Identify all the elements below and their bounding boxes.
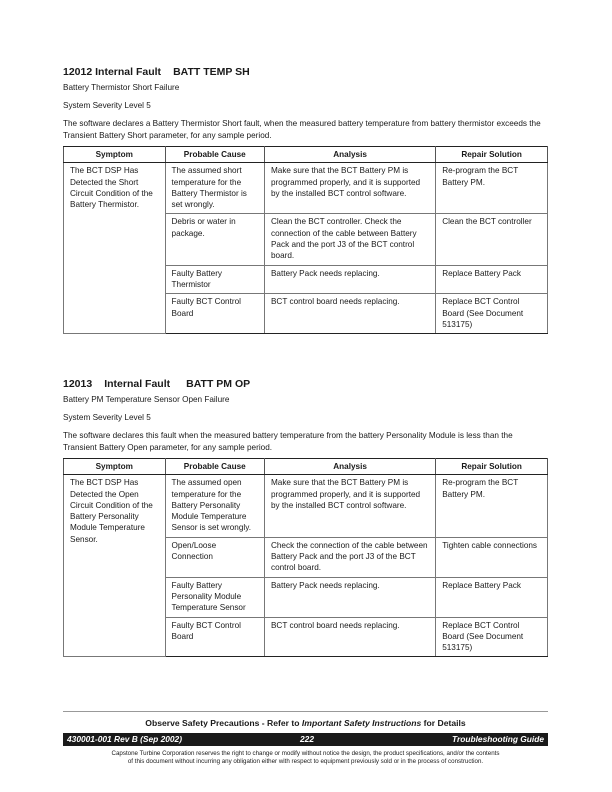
header-probable-cause: Probable Cause [165, 459, 264, 475]
cause-cell: Faulty BCT Control Board [165, 617, 264, 657]
fault-subtitle: Battery PM Temperature Sensor Open Failure [63, 395, 230, 404]
footer-bar [63, 733, 548, 746]
fault-description: The software declares this fault when the measured battery temperature from the battery Personality Module is less than the Transient Battery Open parameter, for any sample period. [63, 431, 513, 452]
header-symptom: Symptom [64, 459, 166, 475]
repair-cell: Re-program the BCT Battery PM. [436, 163, 548, 214]
header-probable-cause: Probable Cause [165, 147, 264, 163]
fault-section-12013 [63, 378, 548, 657]
header-repair-solution: Repair Solution [436, 147, 548, 163]
header-repair-solution: Repair Solution [436, 459, 548, 475]
fault-severity: System Severity Level 5 [63, 413, 151, 422]
safety-prefix: Observe Safety Precautions - Refer to [145, 718, 302, 728]
guide-title: Troubleshooting Guide [452, 734, 544, 744]
repair-cell: Replace BCT Control Board (See Document 513175) [436, 294, 548, 334]
analysis-cell: Battery Pack needs replacing. [264, 577, 435, 617]
cause-cell: The assumed open temperature for the Battery Personality Module Temperature Sensor is set wrongly. [165, 475, 264, 537]
cause-cell: Faulty Battery Personality Module Temperature Sensor [165, 577, 264, 617]
fault-type: Internal Fault [104, 378, 171, 390]
safety-emphasis: Important Safety Instructions [301, 718, 422, 728]
repair-cell: Tighten cable connections [436, 537, 548, 577]
cause-cell: Open/Loose Connection [165, 537, 264, 577]
troubleshooting-table [63, 458, 548, 657]
repair-cell: Replace BCT Control Board (See Document 513175) [436, 617, 548, 657]
troubleshooting-table [63, 146, 548, 334]
header-analysis: Analysis [264, 459, 435, 475]
symptom-cell: The BCT DSP Has Detected the Short Circuit Condition of the Battery Thermistor. [64, 163, 166, 334]
table-header-row [64, 459, 548, 475]
analysis-cell: Clean the BCT controller. Check the connection of the cable between Battery Pack and the port J3 of the BCT control board. [264, 214, 435, 265]
cause-cell: Faulty BCT Control Board [165, 294, 264, 334]
header-analysis: Analysis [264, 147, 435, 163]
fault-heading [63, 378, 548, 390]
fault-code: 12013 [63, 378, 93, 390]
fault-name: BATT PM OP [186, 378, 251, 390]
repair-cell: Re-program the BCT Battery PM. [436, 475, 548, 537]
header-symptom: Symptom [64, 147, 166, 163]
symptom-cell: The BCT DSP Has Detected the Open Circuit Condition of the Battery Personality Module Temperature Sensor. [64, 475, 166, 657]
analysis-cell: Battery Pack needs replacing. [264, 265, 435, 294]
fault-description: The software declares a Battery Thermistor Short fault, when the measured battery temperature from battery thermistor exceeds the Transient Battery Short parameter, for any sample period. [63, 119, 541, 140]
fault-subtitle: Battery Thermistor Short Failure [63, 83, 180, 92]
analysis-cell: Make sure that the BCT Battery PM is programmed properly, and it is supported by the installed BCT control software. [264, 475, 435, 537]
table-row [64, 475, 548, 537]
repair-cell: Replace Battery Pack [436, 577, 548, 617]
table-header-row [64, 147, 548, 163]
repair-cell: Clean the BCT controller [436, 214, 548, 265]
safety-notice [63, 717, 548, 729]
disclaimer [63, 750, 548, 766]
table-row [64, 163, 548, 214]
cause-cell: The assumed short temperature for the Battery Thermistor is set wrongly. [165, 163, 264, 214]
analysis-cell: Make sure that the BCT Battery PM is programmed properly, and it is supported by the installed BCT control software. [264, 163, 435, 214]
safety-suffix: for Details [421, 718, 466, 728]
analysis-cell: BCT control board needs replacing. [264, 294, 435, 334]
analysis-cell: BCT control board needs replacing. [264, 617, 435, 657]
disclaimer-line-2: of this document without incurring any obligation either with respect to equipment previously sold or in the process of construction. [127, 758, 484, 765]
repair-cell: Replace Battery Pack [436, 265, 548, 294]
document-id: 430001-001 Rev B (Sep 2002) [67, 734, 182, 744]
analysis-cell: Check the connection of the cable between Battery Pack and the port J3 of the BCT control board. [264, 537, 435, 577]
cause-cell: Faulty Battery Thermistor [165, 265, 264, 294]
fault-type: Internal Fault [95, 66, 162, 78]
disclaimer-line-1: Capstone Turbine Corporation reserves the right to change or modify without notice the design, the product specifications, and/or the contents [111, 750, 500, 757]
fault-code: 12012 [63, 66, 93, 78]
fault-severity: System Severity Level 5 [63, 101, 151, 110]
page-number: 222 [300, 734, 314, 744]
cause-cell: Debris or water in package. [165, 214, 264, 265]
fault-heading [63, 66, 548, 78]
fault-name: BATT TEMP SH [173, 66, 250, 78]
page-footer [63, 711, 548, 766]
fault-section-12012 [63, 66, 548, 334]
